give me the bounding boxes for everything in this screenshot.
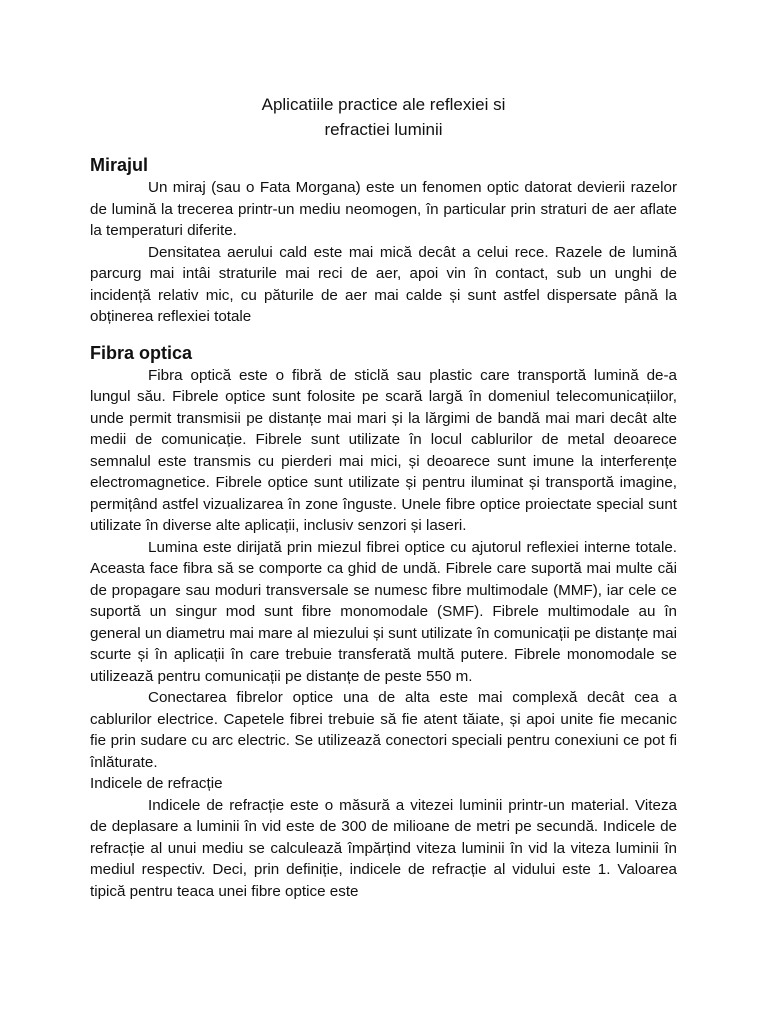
spacer bbox=[90, 142, 677, 153]
section-heading-mirajul: Mirajul bbox=[90, 155, 149, 175]
title-line-2: refractiei luminii bbox=[324, 120, 443, 139]
spacer bbox=[90, 328, 677, 341]
paragraph: Fibra optică este o fibră de sticlă sau plastic care transportă lumină de-a lungul său. Fibrele optice sunt folosite pe scară largă în domeniul telecomunicațiilor, unde permit transmisii pe distanțe mai mari și la lărgimi de bandă mai mari decât alte medii de comunicație. Fibrele sunt utilizate în locul cablurilor de metal deoarece semnalul este transmis cu pierderi mai mici, și deoarece sunt imune la interferențe electromagnetice. Fibrele optice sunt utilizate și pentru iluminat și transportă imagine, permițând astfel vizualizarea în zone înguste. Unele fibre optice proiectate special sunt utilizate în diverse alte aplicații, inclusiv senzori și laseri. bbox=[90, 366, 677, 534]
document-content bbox=[90, 92, 677, 902]
paragraph: Densitatea aerului cald este mai mică decât a celui rece. Razele de lumină parcurg mai intâi straturile mai reci de aer, apoi vin în contact, sub un unghi de incidență relativ mic, cu păturile de aer mai calde și sunt astfel dispersate până la obținerea reflexiei totale bbox=[90, 243, 677, 325]
paragraph: Lumina este dirijată prin miezul fibrei optice cu ajutorul reflexiei interne totale. Aceasta face fibra să se comporte ca ghid de undă. Fibrele care suportă mai multe căi de propagare sau moduri transversale se numesc fibre multimodale (MMF), iar cele ce suportă un singur mod sunt fibre monomodale (SMF). Fibrele multimodale au în general un diametru mai mare al miezului și sunt utilizate în comunicații pe distanțe mai scurte și în aplicații în care trebuie transferată multă putere. Fibrele monomodale se utilizează pentru comunicații pe distanțe de peste 550 m. bbox=[90, 538, 677, 685]
title-line-1: Aplicatiile practice ale reflexiei si bbox=[261, 95, 506, 114]
paragraph: Conectarea fibrelor optice una de alta este mai complexă decât cea a cablurilor electrice. Capetele fibrei trebuie să fie atent tăiate, și apoi unite fie mecanic fie prin sudare cu arc electric. Se utilizează conectori speciali pentru conexiuni ce pot fi înlăturate. bbox=[90, 689, 677, 771]
paragraph: Un miraj (sau o Fata Morgana) este un fenomen optic datorat devierii razelor de lumină la trecerea printr-un mediu neomogen, în particular prin straturi de aer aflate la temperaturi diferite. bbox=[90, 179, 677, 239]
document-title bbox=[90, 92, 677, 142]
section-heading-fibra-optica: Fibra optica bbox=[90, 342, 193, 363]
paragraph: Indicele de refracție este o măsură a vitezei luminii printr-un material. Viteza de deplasare a luminii în vid este de 300 de milioane de metri pe secundă. Indicele de refracție al unui mediu se calculează împărțind viteza luminii în vid la viteza luminii în mediul respectiv. Deci, prin definiție, indicele de refracție al vidului este 1. Valoarea tipică pentru teaca unei fibre optice este bbox=[90, 796, 677, 900]
subheading-indicele-de-refractie: Indicele de refracție bbox=[90, 775, 223, 792]
